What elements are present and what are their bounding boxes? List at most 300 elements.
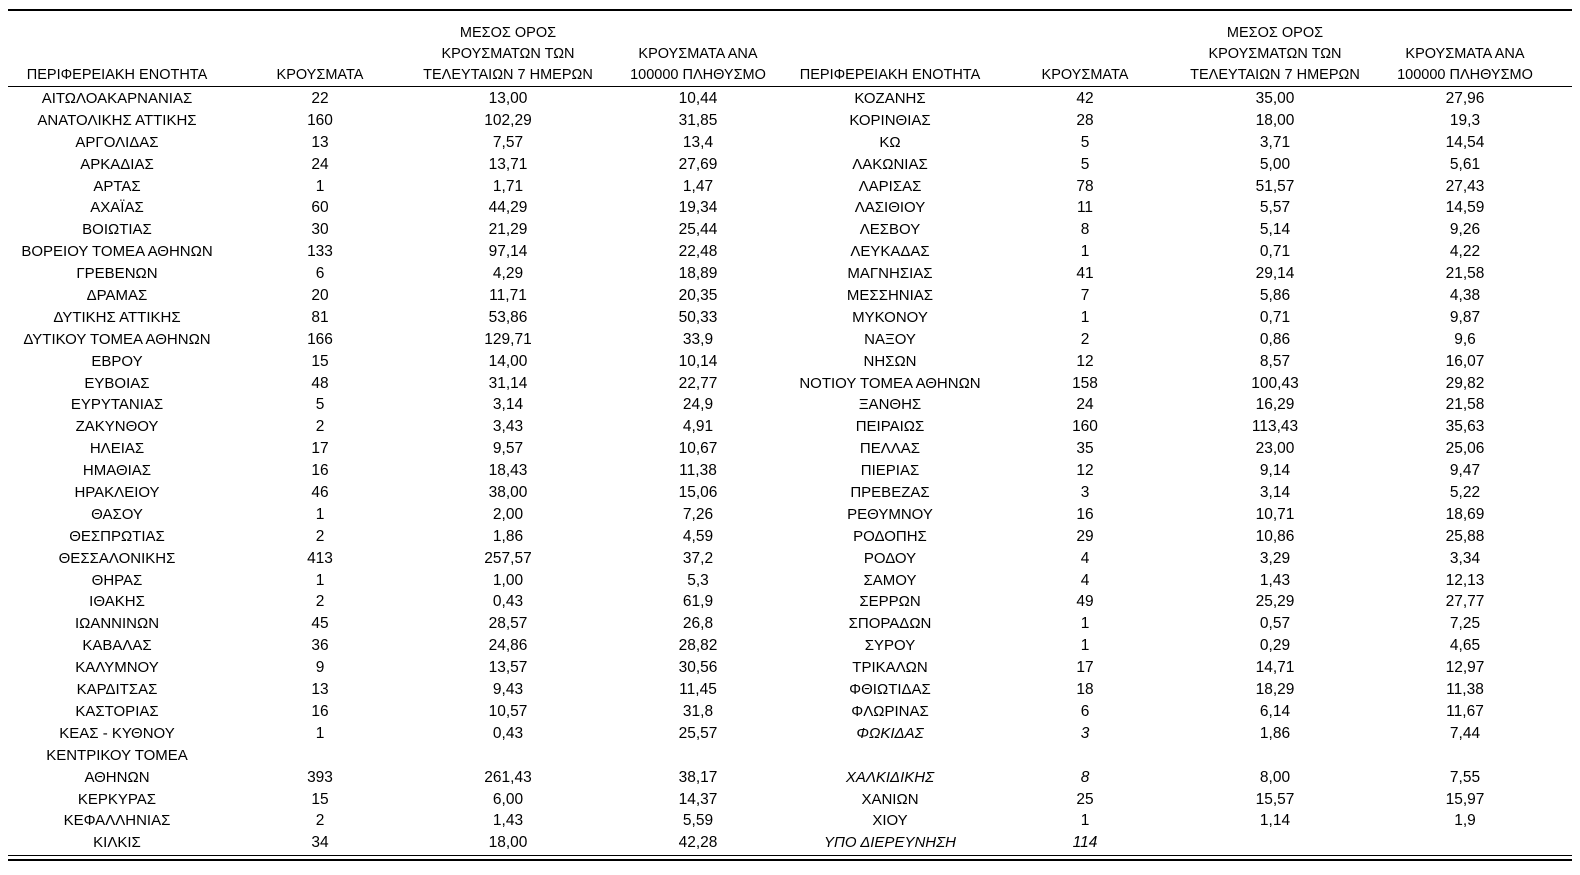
- cases-cell: 81: [311, 308, 329, 326]
- per100k-cell: 21,58: [1445, 396, 1485, 414]
- per100k-cell: 11,38: [679, 462, 717, 480]
- cases-cell: 3: [1080, 484, 1090, 502]
- per100k-cell: 22,77: [678, 374, 718, 392]
- cases-cell: 7: [1080, 287, 1090, 305]
- table-row: [790, 351, 1570, 373]
- table-row: [790, 154, 1570, 176]
- cases-cell: 42: [1076, 90, 1094, 107]
- per100k-cell: 7,25: [1449, 615, 1481, 633]
- per100k-cell: 13,4: [682, 133, 714, 151]
- per100k-cell: 25,57: [678, 724, 718, 742]
- table-row: [790, 526, 1570, 548]
- avg7-cell: 5,14: [1259, 221, 1291, 239]
- region-cell: ΠΕΛΛΑΣ: [859, 440, 921, 458]
- avg7-cell: 18,00: [1255, 111, 1295, 129]
- per100k-cell: 16,07: [1445, 352, 1485, 370]
- table-row: [8, 789, 788, 811]
- avg7-cell: 18,43: [488, 462, 528, 480]
- region-cell: ΧΑΝΙΩΝ: [861, 790, 919, 808]
- avg7-cell: 14,00: [488, 352, 528, 370]
- cases-cell: 1: [1080, 308, 1090, 326]
- table-row: [790, 394, 1570, 416]
- per100k-cell: 9,87: [1449, 308, 1481, 326]
- region-cell: ΚΟΖΑΝΗΣ: [854, 90, 926, 107]
- per100k-cell: 9,47: [1449, 462, 1481, 480]
- region-cell: ΗΛΕΙΑΣ: [89, 440, 145, 458]
- region-cell: ΞΑΝΘΗΣ: [858, 396, 922, 414]
- avg7-cell: 6,00: [492, 790, 524, 808]
- per100k-cell: 19,3: [1449, 111, 1481, 129]
- cases-cell: 5: [1080, 133, 1090, 151]
- cases-cell: 45: [311, 615, 329, 633]
- per100k-cell: [1375, 832, 1555, 854]
- cases-cell: 1: [315, 505, 325, 523]
- avg7-cell: 2,00: [492, 505, 524, 523]
- table-row: [790, 482, 1570, 504]
- region-cell: ΚΕΦΑΛΛΗΝΙΑΣ: [63, 812, 171, 830]
- avg7-cell: 5,57: [1259, 199, 1291, 217]
- cases-cell: 34: [311, 834, 329, 852]
- per100k-cell: 22,48: [678, 243, 718, 261]
- avg7-cell: 9,43: [492, 681, 524, 699]
- table-row: [790, 745, 1570, 789]
- region-cell: ΝΑΞΟΥ: [864, 330, 916, 348]
- avg7-cell: 6,14: [1259, 702, 1291, 720]
- per100k-cell: 61,9: [682, 593, 714, 611]
- table-row: [790, 132, 1570, 154]
- cases-cell: 36: [311, 637, 329, 655]
- avg7-cell: 5,86: [1259, 287, 1291, 305]
- per100k-cell: 28,82: [678, 637, 718, 655]
- avg7-cell: 13,00: [488, 90, 528, 107]
- per100k-cell: 27,96: [1445, 90, 1485, 107]
- avg7-cell: 0,71: [1259, 308, 1291, 326]
- region-cell: ΑΡΤΑΣ: [93, 177, 141, 195]
- avg7-cell: 1,14: [1259, 812, 1291, 830]
- cases-cell: 20: [311, 287, 329, 305]
- region-cell: ΧΙΟΥ: [872, 812, 908, 830]
- avg7-cell: 16,29: [1255, 396, 1295, 414]
- table-row: [8, 635, 788, 657]
- table-row: [8, 110, 788, 132]
- avg7-cell: 44,29: [488, 199, 528, 217]
- avg7-cell: 51,57: [1255, 177, 1295, 195]
- region-cell: ΚΕΡΚΥΡΑΣ: [77, 790, 157, 808]
- avg7-cell: 102,29: [484, 111, 532, 129]
- cases-cell: 15: [311, 790, 329, 808]
- cases-cell: 1: [315, 571, 325, 589]
- table-row: [8, 460, 788, 482]
- avg7-cell: 13,57: [488, 659, 528, 677]
- avg7-cell: 1,43: [492, 812, 524, 830]
- per100k-cell: 10,14: [678, 352, 718, 370]
- table-row: [8, 570, 788, 592]
- cases-cell: 1: [1080, 615, 1090, 633]
- per100k-cell: 14,54: [1445, 133, 1485, 151]
- table-row: [8, 197, 788, 219]
- left-header-avg7: ΜΕΣΟΣ ΟΡΟΣ ΚΡΟΥΣΜΑΤΩΝ ΤΩΝ ΤΕΛΕΥΤΑΙΩΝ 7 ΗΜΕΡΩΝ: [423, 25, 593, 83]
- right-header-region: ΠΕΡΙΦΕΡΕΙΑΚΗ ΕΝΟΤΗΤΑ: [799, 67, 981, 83]
- region-cell: ΦΩΚΙΔΑΣ: [856, 724, 924, 742]
- per100k-cell: 5,3: [687, 571, 709, 589]
- table-row: [790, 723, 1570, 745]
- cases-cell: 393: [307, 768, 333, 786]
- region-cell: ΕΥΒΟΙΑΣ: [84, 374, 150, 392]
- table-row: [8, 176, 788, 198]
- per100k-cell: 4,59: [682, 527, 714, 545]
- region-cell: ΘΕΣΠΡΩΤΙΑΣ: [69, 527, 165, 545]
- region-cell: ΡΟΔΟΠΗΣ: [853, 527, 927, 545]
- table-row: [8, 482, 788, 504]
- table-row: [790, 241, 1570, 263]
- table-row: [790, 263, 1570, 285]
- avg7-cell: 1,43: [1259, 571, 1291, 589]
- per100k-cell: 9,26: [1449, 221, 1481, 239]
- table-row: [8, 745, 788, 789]
- region-cell: ΗΡΑΚΛΕΙΟΥ: [74, 484, 160, 502]
- cases-cell: 1: [1080, 637, 1090, 655]
- avg7-cell: 257,57: [484, 549, 532, 567]
- per100k-cell: 26,8: [682, 615, 714, 633]
- avg7-cell: 0,43: [492, 593, 524, 611]
- avg7-cell: 10,86: [1255, 527, 1295, 545]
- avg7-cell: [1175, 832, 1375, 854]
- cases-cell: 49: [1076, 593, 1094, 611]
- per100k-cell: 25,44: [678, 221, 718, 239]
- avg7-cell: 0,43: [492, 724, 524, 742]
- per100k-cell: 12,13: [1445, 571, 1485, 589]
- region-cell: ΑΡΚΑΔΙΑΣ: [80, 155, 154, 173]
- avg7-cell: 3,14: [492, 396, 524, 414]
- cases-cell: 2: [315, 593, 325, 611]
- avg7-cell: 31,14: [488, 374, 528, 392]
- avg7-cell: 261,43: [484, 768, 532, 786]
- table-row: [790, 591, 1570, 613]
- region-cell: ΚΑΒΑΛΑΣ: [82, 637, 152, 655]
- region-cell: ΣΠΟΡΑΔΩΝ: [848, 615, 932, 633]
- per100k-cell: 1,9: [1454, 812, 1476, 830]
- region-cell: ΛΑΣΙΘΙΟΥ: [854, 199, 926, 217]
- per100k-cell: 24,9: [682, 396, 714, 414]
- region-cell: ΙΩΑΝΝΙΝΩΝ: [74, 615, 160, 633]
- avg7-cell: 25,29: [1255, 593, 1295, 611]
- table-row: [8, 373, 788, 395]
- per100k-cell: 11,67: [1446, 702, 1484, 720]
- region-cell: ΘΕΣΣΑΛΟΝΙΚΗΣ: [58, 549, 176, 567]
- region-cell: ΒΟΙΩΤΙΑΣ: [82, 221, 152, 239]
- avg7-cell: 1,86: [1259, 724, 1291, 742]
- per100k-cell: 4,22: [1449, 243, 1481, 261]
- region-cell: ΡΟΔΟΥ: [863, 549, 917, 567]
- avg7-cell: 129,71: [484, 330, 532, 348]
- avg7-cell: 113,43: [1251, 418, 1299, 436]
- avg7-cell: 13,71: [488, 155, 528, 173]
- cases-cell: 30: [311, 221, 329, 239]
- region-cell: ΘΗΡΑΣ: [91, 571, 143, 589]
- cases-cell: 24: [311, 155, 329, 173]
- per100k-cell: 27,77: [1445, 593, 1485, 611]
- avg7-cell: 8,00: [1259, 768, 1291, 786]
- cases-cell: 8: [1080, 221, 1090, 239]
- per100k-cell: 15,97: [1445, 790, 1485, 808]
- region-cell: ΒΟΡΕΙΟΥ ΤΟΜΕΑ ΑΘΗΝΩΝ: [21, 243, 213, 261]
- avg7-cell: 14,71: [1255, 659, 1295, 677]
- per100k-cell: 11,38: [1446, 681, 1484, 699]
- table-row: [790, 285, 1570, 307]
- region-cell: ΔΥΤΙΚΗΣ ΑΤΤΙΚΗΣ: [53, 308, 181, 326]
- cases-cell: 9: [315, 659, 325, 677]
- cases-cell: 1: [1080, 812, 1090, 830]
- left-rows: [8, 88, 788, 854]
- region-cell: ΚΑΣΤΟΡΙΑΣ: [75, 702, 159, 720]
- table-row: [8, 810, 788, 832]
- cases-cell: 160: [307, 111, 333, 129]
- cases-cell: 16: [311, 702, 329, 720]
- cases-cell: 24: [1076, 396, 1094, 414]
- cases-cell: 17: [311, 440, 329, 458]
- region-cell: ΑΧΑΪΑΣ: [90, 199, 144, 217]
- region-cell: ΚΑΛΥΜΝΟΥ: [75, 659, 159, 677]
- per100k-cell: 7,55: [1449, 768, 1481, 786]
- region-cell: ΣΥΡΟΥ: [864, 637, 916, 655]
- region-cell: ΑΙΤΩΛΟΑΚΑΡΝΑΝΙΑΣ: [41, 90, 193, 107]
- cases-cell: 160: [1072, 418, 1098, 436]
- table-row: [790, 504, 1570, 526]
- avg7-cell: 7,57: [492, 133, 524, 151]
- table-row: [790, 438, 1570, 460]
- cases-cell: 13: [311, 681, 329, 699]
- table-row: [8, 88, 788, 110]
- region-cell: ΕΥΡΥΤΑΝΙΑΣ: [70, 396, 164, 414]
- per100k-cell: 4,65: [1449, 637, 1481, 655]
- avg7-cell: 21,29: [488, 221, 528, 239]
- cases-cell: 16: [1076, 505, 1094, 523]
- table-row: [8, 701, 788, 723]
- per100k-cell: 4,91: [682, 418, 714, 436]
- avg7-cell: 0,57: [1259, 615, 1291, 633]
- avg7-cell: 18,00: [488, 834, 528, 852]
- cases-cell: 413: [307, 549, 333, 567]
- avg7-cell: 53,86: [488, 308, 528, 326]
- table-row: [790, 810, 1570, 832]
- region-cell: ΦΛΩΡΙΝΑΣ: [851, 702, 929, 720]
- per100k-cell: 11,45: [679, 681, 717, 699]
- table-row: [8, 154, 788, 176]
- avg7-cell: 11,71: [489, 287, 527, 305]
- per100k-cell: 31,85: [678, 111, 718, 129]
- region-cell: ΜΥΚΟΝΟΥ: [852, 308, 928, 326]
- per100k-cell: 21,58: [1445, 265, 1485, 283]
- header-separator: [8, 86, 1572, 87]
- avg7-cell: 3,29: [1259, 549, 1291, 567]
- region-cell: ΔΡΑΜΑΣ: [86, 287, 148, 305]
- table-top-border: [8, 9, 1572, 11]
- region-cell: ΦΘΙΩΤΙΔΑΣ: [849, 681, 931, 699]
- table-row: [8, 504, 788, 526]
- per100k-cell: 25,06: [1445, 440, 1485, 458]
- table-row: [8, 679, 788, 701]
- cases-cell: 16: [311, 462, 329, 480]
- table-row: [8, 526, 788, 548]
- cases-cell: 25: [1076, 790, 1094, 808]
- cases-cell: 28: [1076, 111, 1094, 129]
- avg7-cell: 10,71: [1255, 505, 1295, 523]
- left-header-cases: ΚΡΟΥΣΜΑΤΑ: [276, 67, 364, 83]
- cases-cell: 6: [315, 265, 325, 283]
- cases-cell: 78: [1076, 177, 1094, 195]
- region-cell: ΜΕΣΣΗΝΙΑΣ: [846, 287, 934, 305]
- cases-cell: 2: [315, 418, 325, 436]
- region-cell: ΙΘΑΚΗΣ: [89, 593, 145, 611]
- avg7-cell: 35,00: [1255, 90, 1295, 107]
- table-row: [8, 351, 788, 373]
- table-row: [8, 548, 788, 570]
- per100k-cell: 19,34: [678, 199, 718, 217]
- per100k-cell: 18,69: [1445, 505, 1485, 523]
- avg7-cell: 3,43: [492, 418, 524, 436]
- avg7-cell: 28,57: [488, 615, 528, 633]
- cases-cell: 18: [1076, 681, 1094, 699]
- left-header-per100k: ΚΡΟΥΣΜΑΤΑ ΑΝΑ 100000 ΠΛΗΘΥΣΜΟ: [630, 46, 766, 83]
- avg7-cell: 23,00: [1255, 440, 1295, 458]
- cases-cell: 1: [315, 177, 325, 195]
- avg7-cell: 24,86: [488, 637, 528, 655]
- table-row: [8, 394, 788, 416]
- table-row: [790, 307, 1570, 329]
- region-cell: ΚΙΛΚΙΣ: [93, 834, 141, 852]
- table-row: [8, 613, 788, 635]
- cases-cell: 12: [1076, 352, 1094, 370]
- table-row: [790, 548, 1570, 570]
- region-cell: ΠΕΙΡΑΙΩΣ: [855, 418, 925, 436]
- cases-cell: 13: [311, 133, 329, 151]
- per100k-cell: 3,34: [1449, 549, 1481, 567]
- table-row: [8, 241, 788, 263]
- left-header-region: ΠΕΡΙΦΕΡΕΙΑΚΗ ΕΝΟΤΗΤΑ: [26, 67, 208, 83]
- region-cell: ΚΕΝΤΡΙΚΟΥ ΤΟΜΕΑ ΑΘΗΝΩΝ: [46, 746, 188, 786]
- table-row: [790, 219, 1570, 241]
- table-row: [790, 329, 1570, 351]
- cases-cell: 5: [315, 396, 325, 414]
- per100k-cell: 7,26: [682, 505, 714, 523]
- region-cell: ΚΩ: [879, 133, 901, 151]
- per100k-cell: 4,38: [1449, 287, 1481, 305]
- cases-cell: 4: [1080, 571, 1090, 589]
- avg7-cell: 10,57: [488, 702, 528, 720]
- per100k-cell: 5,59: [682, 812, 714, 830]
- cases-cell: 166: [307, 330, 333, 348]
- avg7-cell: 1,86: [492, 527, 524, 545]
- table-bottom-border: [8, 855, 1572, 856]
- table-row: [790, 635, 1570, 657]
- avg7-cell: 3,14: [1259, 484, 1291, 502]
- region-cell: ΤΡΙΚΑΛΩΝ: [852, 659, 928, 677]
- per100k-cell: 42,28: [678, 834, 718, 852]
- table-row: [8, 416, 788, 438]
- per100k-cell: 27,43: [1445, 177, 1485, 195]
- table-row: [790, 679, 1570, 701]
- right-header-avg7: ΜΕΣΟΣ ΟΡΟΣ ΚΡΟΥΣΜΑΤΩΝ ΤΩΝ ΤΕΛΕΥΤΑΙΩΝ 7 ΗΜΕΡΩΝ: [1190, 25, 1360, 83]
- cases-cell: 3: [1080, 724, 1090, 742]
- avg7-cell: 4,29: [492, 265, 524, 283]
- region-cell: ΝΗΣΩΝ: [863, 352, 917, 370]
- per100k-cell: 9,6: [1454, 330, 1476, 348]
- region-cell: ΡΕΘΥΜΝΟΥ: [847, 505, 933, 523]
- right-rows: [790, 88, 1570, 854]
- per100k-cell: 10,44: [678, 90, 718, 107]
- avg7-cell: 29,14: [1255, 265, 1295, 283]
- table-row: [8, 657, 788, 679]
- right-header-per100k: ΚΡΟΥΣΜΑΤΑ ΑΝΑ 100000 ΠΛΗΘΥΣΜΟ: [1397, 46, 1533, 83]
- cases-cell: 4: [1080, 549, 1090, 567]
- avg7-cell: 0,29: [1259, 637, 1291, 655]
- table-row: [8, 285, 788, 307]
- cases-cell: 114: [1072, 834, 1098, 852]
- region-cell: ΧΑΛΚΙΔΙΚΗΣ: [845, 768, 935, 786]
- cases-cell: 133: [307, 243, 333, 261]
- region-cell: ΠΡΕΒΕΖΑΣ: [850, 484, 930, 502]
- avg7-cell: 9,14: [1259, 462, 1291, 480]
- cases-cell: 1: [1080, 243, 1090, 261]
- per100k-cell: 33,9: [682, 330, 714, 348]
- cases-cell: 41: [1076, 265, 1094, 283]
- region-cell: ΛΑΚΩΝΙΑΣ: [852, 155, 928, 173]
- region-cell: ΗΜΑΘΙΑΣ: [82, 462, 152, 480]
- per100k-cell: 29,82: [1445, 374, 1485, 392]
- per100k-cell: 20,35: [678, 287, 718, 305]
- table-row: [790, 110, 1570, 132]
- table-row: [8, 329, 788, 351]
- avg7-cell: 0,71: [1259, 243, 1291, 261]
- per100k-cell: 10,67: [678, 440, 718, 458]
- cases-cell: 12: [1076, 462, 1094, 480]
- table-row: [8, 307, 788, 329]
- table-row: [8, 723, 788, 745]
- cases-cell: 6: [1080, 702, 1090, 720]
- table-row: [8, 263, 788, 285]
- avg7-cell: 0,86: [1259, 330, 1291, 348]
- region-cell: ΕΒΡΟΥ: [91, 352, 143, 370]
- cases-cell: 15: [311, 352, 329, 370]
- table-row: [790, 570, 1570, 592]
- region-cell: ΚΑΡΔΙΤΣΑΣ: [76, 681, 158, 699]
- region-cell: ΣΕΡΡΩΝ: [859, 593, 921, 611]
- cases-cell: 48: [311, 374, 329, 392]
- region-cell: ΔΥΤΙΚΟΥ ΤΟΜΕΑ ΑΘΗΝΩΝ: [23, 330, 211, 348]
- cases-cell: 8: [1080, 768, 1090, 786]
- region-cell: ΣΑΜΟΥ: [863, 571, 917, 589]
- table-bottom-border-double: [8, 859, 1572, 861]
- cases-cell: 2: [315, 812, 325, 830]
- region-cell: ΖΑΚΥΝΘΟΥ: [75, 418, 159, 436]
- table-row: [8, 832, 788, 854]
- per100k-cell: 14,59: [1445, 199, 1485, 217]
- right-header-cases: ΚΡΟΥΣΜΑΤΑ: [1041, 67, 1129, 83]
- per100k-cell: 50,33: [678, 308, 718, 326]
- region-cell: ΛΑΡΙΣΑΣ: [858, 177, 922, 195]
- avg7-cell: 97,14: [488, 243, 528, 261]
- per100k-cell: 35,63: [1445, 418, 1485, 436]
- table-row: [790, 460, 1570, 482]
- table-row: [790, 197, 1570, 219]
- per100k-cell: 25,88: [1445, 527, 1485, 545]
- region-cell: ΜΑΓΝΗΣΙΑΣ: [847, 265, 933, 283]
- cases-cell: 60: [311, 199, 329, 217]
- table-row: [790, 832, 1570, 854]
- per100k-cell: 38,17: [678, 768, 718, 786]
- table-row: [790, 657, 1570, 679]
- region-cell: ΠΙΕΡΙΑΣ: [860, 462, 920, 480]
